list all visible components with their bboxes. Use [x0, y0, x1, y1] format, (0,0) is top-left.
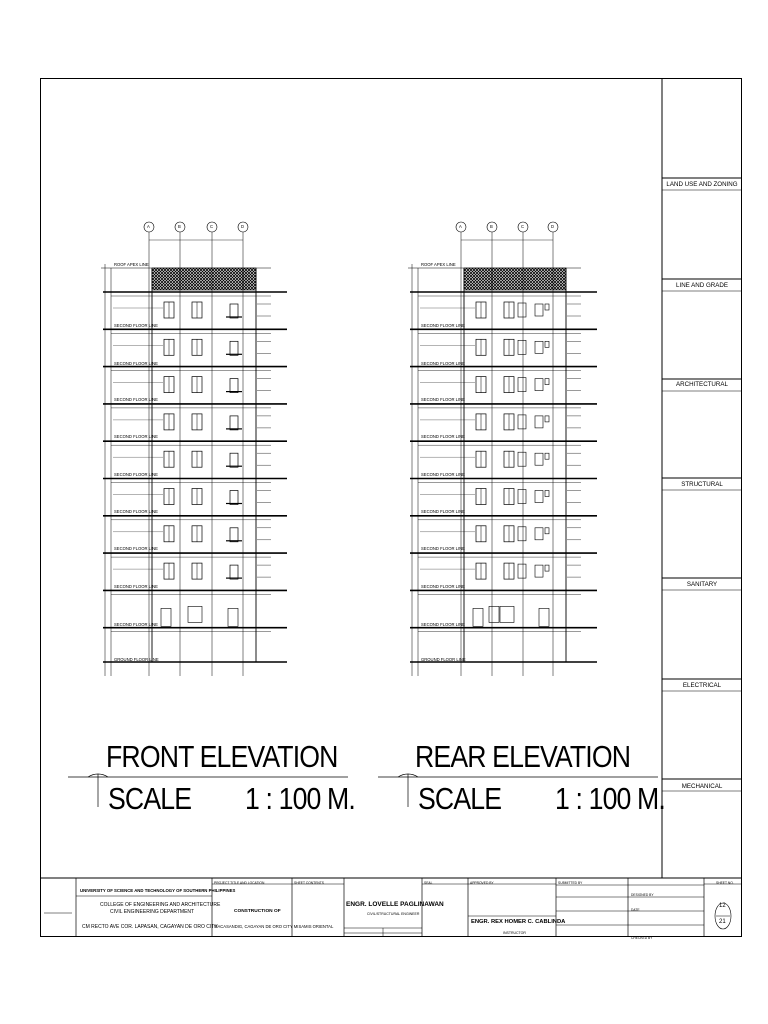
- rear-scale-label: SCALE: [418, 781, 502, 816]
- rear-elevation-title: REAR ELEVATION: [415, 739, 631, 774]
- front-floor-label-3: SECOND FLOOR LINE: [114, 397, 158, 402]
- side-label-land-use: LAND USE AND ZONING: [666, 181, 738, 188]
- tb-engineer-role: CIVIL/STRUCTURAL ENGINEER: [367, 912, 420, 916]
- rear-window: [535, 341, 543, 353]
- front-floor-label-1: SECOND FLOOR LINE: [114, 323, 158, 328]
- tb-seal-label: SEAL: [424, 881, 433, 885]
- rear-window: [535, 416, 543, 428]
- front-scale-label: SCALE: [108, 781, 192, 816]
- rear-window: [518, 340, 526, 354]
- tb-college: COLLEGE OF ENGINEERING AND ARCHITECTURE: [100, 902, 221, 908]
- rear-ground-floor-label: GROUND FLOOR LINE: [421, 657, 466, 662]
- rear-window: [535, 379, 543, 391]
- rear-vent: [545, 379, 549, 385]
- grid-label-front-b: B: [178, 224, 181, 229]
- rear-window: [535, 491, 543, 503]
- tb-approved-label: APPROVED BY: [470, 881, 494, 885]
- rear-floor-label-7: SECOND FLOOR LINE: [421, 546, 465, 551]
- front-floor-label-5: SECOND FLOOR LINE: [114, 472, 158, 477]
- front-floor-label-4: SECOND FLOOR LINE: [114, 434, 158, 439]
- side-label-electrical: ELECTRICAL: [682, 682, 722, 689]
- front-window: [230, 453, 238, 467]
- tb-engineer-name: ENGR. LOVELLE PAGLINAWAN: [346, 901, 444, 908]
- front-floor-label-6: SECOND FLOOR LINE: [114, 509, 158, 514]
- grid-label-rear-b: B: [490, 224, 493, 229]
- rear-window: [518, 378, 526, 392]
- rear-window: [518, 527, 526, 541]
- grid-label-rear-a: A: [459, 224, 462, 229]
- rear-window: [518, 303, 526, 317]
- front-window: [230, 341, 238, 355]
- rear-scale-value: 1 : 100 M.: [555, 781, 665, 816]
- front-window: [230, 304, 238, 318]
- rear-vent: [545, 453, 549, 459]
- side-label-structural: STRUCTURAL: [681, 481, 723, 488]
- tb-sheet-no-label: SHEET NO.: [716, 881, 734, 885]
- front-window: [230, 528, 238, 542]
- rear-floor-label-9: SECOND FLOOR LINE: [421, 622, 465, 627]
- front-window: [230, 416, 238, 430]
- rear-window: [518, 564, 526, 578]
- rear-vent: [545, 491, 549, 497]
- rear-vent: [545, 304, 549, 310]
- rear-floor-label-6: SECOND FLOOR LINE: [421, 509, 465, 514]
- tb-construction-of: CONSTRUCTION OF: [234, 909, 281, 914]
- front-door: [161, 608, 171, 626]
- tb-sheet-contents-label: SHEET CONTENTS: [294, 881, 324, 885]
- grid-label-rear-d: D: [551, 224, 555, 229]
- rear-window: [500, 606, 514, 622]
- front-window: [230, 565, 238, 579]
- side-label-line-grade: LINE AND GRADE: [676, 282, 728, 289]
- tb-designed-label: DESIGNED BY: [631, 893, 654, 897]
- side-label-mechanical: MECHANICAL: [681, 783, 723, 790]
- tb-department: CIVIL ENGINEERING DEPARTMENT: [110, 909, 195, 915]
- tb-instructor-name: ENGR. REX HOMER C. CABLINDA: [471, 919, 566, 925]
- front-scale-value: 1 : 100 M.: [245, 781, 355, 816]
- tb-location: MACASANDIG, CAGAYAN DE ORO CITY MISAMIS ORIENTAL: [214, 924, 334, 929]
- tb-sheet-number: 12: [719, 903, 726, 909]
- rear-window: [518, 452, 526, 466]
- grid-label-rear-c: C: [521, 224, 525, 229]
- front-floor-label-7: SECOND FLOOR LINE: [114, 546, 158, 551]
- rear-floor-label-3: SECOND FLOOR LINE: [421, 397, 465, 402]
- tb-submitted-label: SUBMITTED BY: [558, 881, 583, 885]
- rear-window: [535, 304, 543, 316]
- rear-window: [489, 606, 499, 622]
- grid-label-front-a: A: [147, 224, 150, 229]
- side-label-architectural: ARCHITECTURAL: [676, 381, 728, 388]
- rear-floor-label-5: SECOND FLOOR LINE: [421, 472, 465, 477]
- front-ground-floor-label: GROUND FLOOR LINE: [114, 657, 159, 662]
- front-window: [188, 606, 202, 622]
- rear-floor-label-8: SECOND FLOOR LINE: [421, 584, 465, 589]
- front-window: [230, 491, 238, 505]
- rear-door: [539, 608, 549, 626]
- front-door: [228, 608, 238, 626]
- rear-roof-parapet: [464, 268, 566, 290]
- front-floor-label-2: SECOND FLOOR LINE: [114, 361, 158, 366]
- front-elevation-title: FRONT ELEVATION: [106, 739, 338, 774]
- front-window: [230, 379, 238, 393]
- rear-vent: [545, 416, 549, 422]
- side-label-sanitary: SANITARY: [686, 581, 718, 588]
- tb-checked-label: CHECKED BY: [631, 936, 653, 940]
- tb-instructor-role: INSTRUCTOR: [503, 931, 526, 935]
- rear-window: [535, 528, 543, 540]
- front-floor-label-8: SECOND FLOOR LINE: [114, 584, 158, 589]
- grid-label-front-c: C: [210, 224, 214, 229]
- rear-window: [535, 565, 543, 577]
- rear-vent: [545, 528, 549, 534]
- front-roof-apex-label: ROOF APEX LINE: [114, 262, 149, 267]
- tb-total-sheets: 21: [719, 919, 726, 925]
- front-roof-parapet: [152, 268, 256, 290]
- tb-address: CM RECTO AVE COR. LAPASAN, CAGAYAN DE ORO CITY: [82, 924, 218, 930]
- rear-vent: [545, 341, 549, 347]
- grid-label-front-d: D: [241, 224, 245, 229]
- rear-roof-apex-label: ROOF APEX LINE: [421, 262, 456, 267]
- rear-window: [535, 453, 543, 465]
- rear-window: [518, 415, 526, 429]
- rear-window: [518, 490, 526, 504]
- rear-floor-label-4: SECOND FLOOR LINE: [421, 434, 465, 439]
- tb-date-label: DATE: [631, 908, 640, 912]
- rear-floor-label-2: SECOND FLOOR LINE: [421, 361, 465, 366]
- tb-university: UNIVERSITY OF SCIENCE AND TECHNOLOGY OF SOUTHERN PHILIPPINES: [80, 888, 236, 893]
- front-floor-label-9: SECOND FLOOR LINE: [114, 622, 158, 627]
- tb-project-label: PROJECT TITLE AND LOCATION: [214, 881, 265, 885]
- rear-door: [473, 608, 483, 626]
- rear-vent: [545, 565, 549, 571]
- rear-floor-label-1: SECOND FLOOR LINE: [421, 323, 465, 328]
